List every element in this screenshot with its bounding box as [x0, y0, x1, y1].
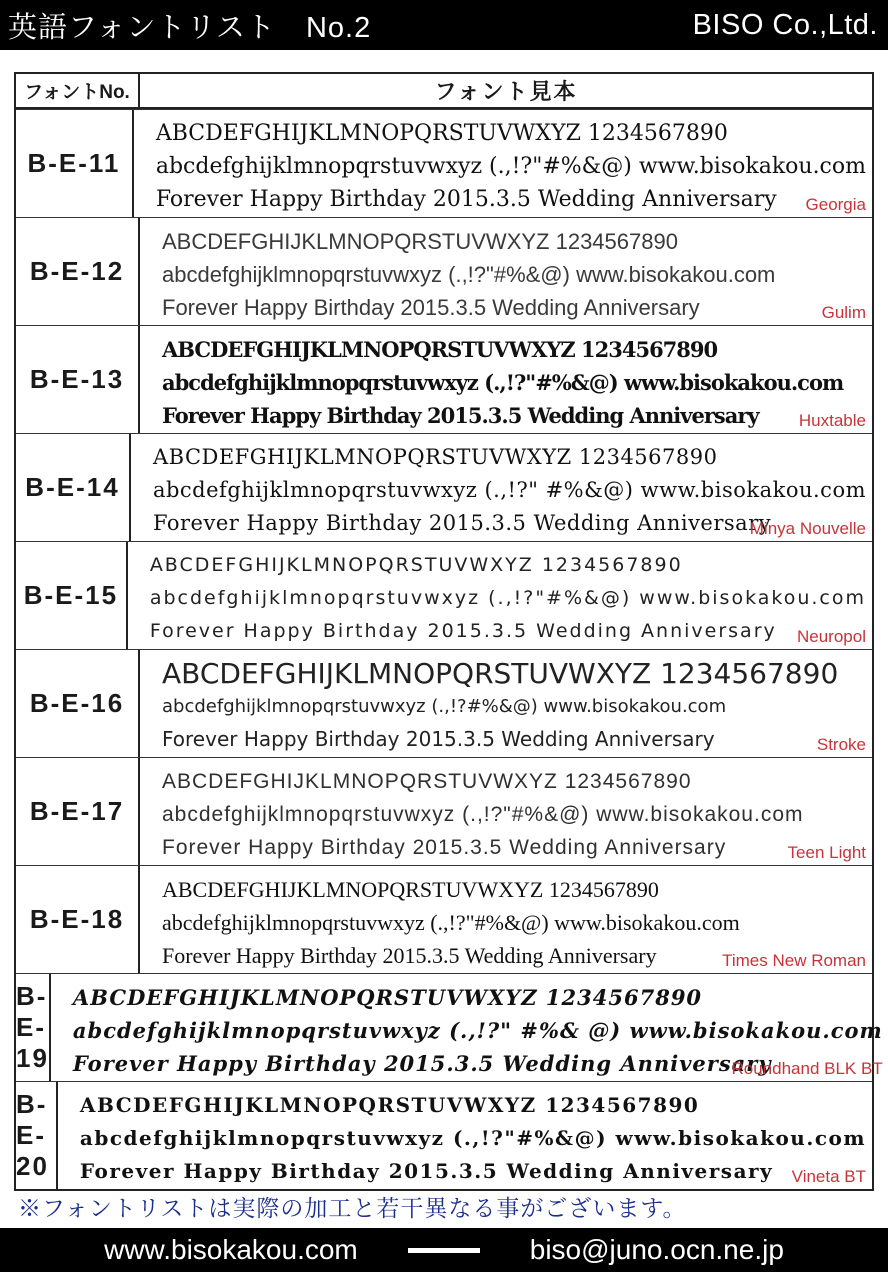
- font-name-label: Georgia: [805, 195, 866, 214]
- sample-uppercase-line: ABCDEFGHIJKLMNOPQRSTUVWXYZ 1234567890: [152, 445, 718, 469]
- table-row: [16, 865, 872, 973]
- sample-uppercase-line: ABCDEFGHIJKLMNOPQRSTUVWXYZ 1234567890: [149, 554, 683, 576]
- sample-uppercase-line: ABCDEFGHIJKLMNOPQRSTUVWXYZ 1234567890: [155, 121, 728, 146]
- sample-lowercase-line: abcdefghijklmnopqrstuvwxyz (.,!?#%&@) www.bisokakou.com: [162, 696, 727, 717]
- table-row: [16, 217, 872, 325]
- table-row: [16, 541, 872, 649]
- sample-uppercase-line: ABCDEFGHIJKLMNOPQRSTUVWXYZ 1234567890: [162, 770, 692, 793]
- sample-words-line: Forever Happy Birthday 2015.3.5 Wedding Anniversary: [72, 1051, 772, 1076]
- font-sample-cell: [131, 434, 872, 541]
- sample-words-line: Forever Happy Birthday 2015.3.5 Wedding Anniversary: [162, 836, 727, 859]
- page-title: 英語フォントリスト No.2: [8, 11, 372, 44]
- sample-uppercase-line: ABCDEFGHIJKLMNOPQRSTUVWXYZ 1234567890: [162, 229, 678, 254]
- sample-words-line: Forever Happy Birthday 2015.3.5 Wedding Anniversary: [162, 295, 700, 320]
- company-name: BISO Co.,Ltd.: [692, 8, 878, 41]
- font-sample-cell: [51, 974, 888, 1081]
- font-name-label: Minya Nouvelle: [749, 519, 866, 538]
- sample-uppercase-line: ABCDEFGHIJKLMNOPQRSTUVWXYZ 1234567890: [162, 337, 718, 362]
- sample-words-line: Forever Happy Birthday 2015.3.5 Wedding Anniversary: [149, 620, 777, 642]
- font-no: B-E-18: [16, 866, 140, 973]
- font-sample-cell: [140, 866, 872, 973]
- sample-uppercase-line: ABCDEFGHIJKLMNOPQRSTUVWXYZ 1234567890: [162, 657, 839, 690]
- table-row: [16, 109, 872, 217]
- font-table: [14, 72, 883, 1191]
- font-name-label: Vineta BT: [791, 1167, 866, 1186]
- sample-lowercase-line: abcdefghijklmnopqrstuvwxyz (.,!?"#%&@) www.bisokakou.com: [149, 587, 866, 609]
- sample-uppercase-line: ABCDEFGHIJKLMNOPQRSTUVWXYZ 1234567890: [162, 877, 659, 902]
- disclaimer-note: ※フォントリストは実際の加工と若干異なる事がございます。: [18, 1196, 687, 1222]
- font-name-label: Times New Roman: [722, 951, 866, 970]
- font-sample-cell: [58, 1082, 872, 1189]
- sample-words-line: Forever Happy Birthday 2015.3.5 Wedding Anniversary: [162, 943, 657, 968]
- footer-email: biso@juno.ocn.ne.jp: [529, 1234, 784, 1265]
- column-header-font-no: フォントNo.: [16, 74, 140, 107]
- font-no: B-E-11: [16, 110, 134, 217]
- font-no: B-E-19: [16, 974, 51, 1081]
- font-sample-cell: [140, 758, 872, 865]
- sample-words-line: Forever Happy Birthday 2015.3.5 Wedding Anniversary: [162, 727, 715, 751]
- sample-lowercase-line: abcdefghijklmnopqrstuvwxyz (.,!?"#%&@) www.bisokakou.com: [162, 370, 844, 395]
- font-name-label: Teen Light: [787, 843, 866, 862]
- footer-dash-divider: [408, 1248, 480, 1253]
- sample-lowercase-line: abcdefghijklmnopqrstuvwxyz (.,!?" #%&@) www.bisokakou.com: [152, 478, 866, 502]
- font-sample-cell: [140, 650, 872, 757]
- font-name-label: Gulim: [821, 303, 866, 322]
- sample-lowercase-line: abcdefghijklmnopqrstuvwxyz (.,!?"#%&@) www.bisokakou.com: [162, 803, 804, 826]
- table-row: [16, 973, 883, 1081]
- table-row: [16, 757, 872, 865]
- font-no: B-E-12: [16, 218, 140, 325]
- font-name-label: Neuropol: [797, 627, 866, 646]
- footer-website: www.bisokakou.com: [104, 1234, 358, 1265]
- table-row: [16, 1081, 872, 1189]
- column-header-font-sample: フォント見本: [434, 79, 578, 104]
- sample-lowercase-line: abcdefghijklmnopqrstuvwxyz (.,!?"#%&@) www.bisokakou.com: [79, 1126, 866, 1150]
- sample-words-line: Forever Happy Birthday 2015.3.5 Wedding Anniversary: [152, 511, 772, 535]
- table-row: [16, 433, 872, 541]
- title-bar: [0, 0, 888, 50]
- sample-words-line: Forever Happy Birthday 2015.3.5 Wedding Anniversary: [155, 187, 777, 212]
- sample-lowercase-line: abcdefghijklmnopqrstuvwxyz (.,!?" #%& @) www.bisokakou.com: [72, 1018, 883, 1043]
- font-name-label: Roundhand BLK BT: [731, 1059, 883, 1078]
- font-no: B-E-15: [16, 542, 128, 649]
- sample-lowercase-line: abcdefghijklmnopqrstuvwxyz (.,!?"#%&@) www.bisokakou.com: [162, 910, 740, 935]
- sample-lowercase-line: abcdefghijklmnopqrstuvwxyz (.,!?"#%&@) www.bisokakou.com: [155, 154, 866, 179]
- font-no: B-E-16: [16, 650, 140, 757]
- footer-bar: [0, 1228, 888, 1272]
- font-name-label: Stroke: [816, 735, 866, 754]
- table-row: [16, 325, 872, 433]
- sample-lowercase-line: abcdefghijklmnopqrstuvwxyz (.,!?"#%&@) www.bisokakou.com: [162, 262, 776, 287]
- font-no: B-E-17: [16, 758, 140, 865]
- sample-words-line: Forever Happy Birthday 2015.3.5 Wedding Anniversary: [79, 1159, 774, 1183]
- font-name-label: Huxtable: [798, 411, 866, 430]
- sample-uppercase-line: ABCDEFGHIJKLMNOPQRSTUVWXYZ 1234567890: [79, 1093, 700, 1117]
- font-sample-cell: [140, 218, 872, 325]
- font-no: B-E-14: [16, 434, 131, 541]
- font-no: B-E-13: [16, 326, 140, 433]
- sample-uppercase-line: ABCDEFGHIJKLMNOPQRSTUVWXYZ 1234567890: [72, 985, 703, 1010]
- font-no: B-E-20: [16, 1082, 58, 1189]
- table-header-row: [16, 74, 872, 109]
- font-sample-cell: [140, 326, 872, 433]
- font-sample-cell: [128, 542, 872, 649]
- table-row: [16, 649, 872, 757]
- font-sample-cell: [134, 110, 872, 217]
- sample-words-line: Forever Happy Birthday 2015.3.5 Wedding Anniversary: [162, 403, 759, 428]
